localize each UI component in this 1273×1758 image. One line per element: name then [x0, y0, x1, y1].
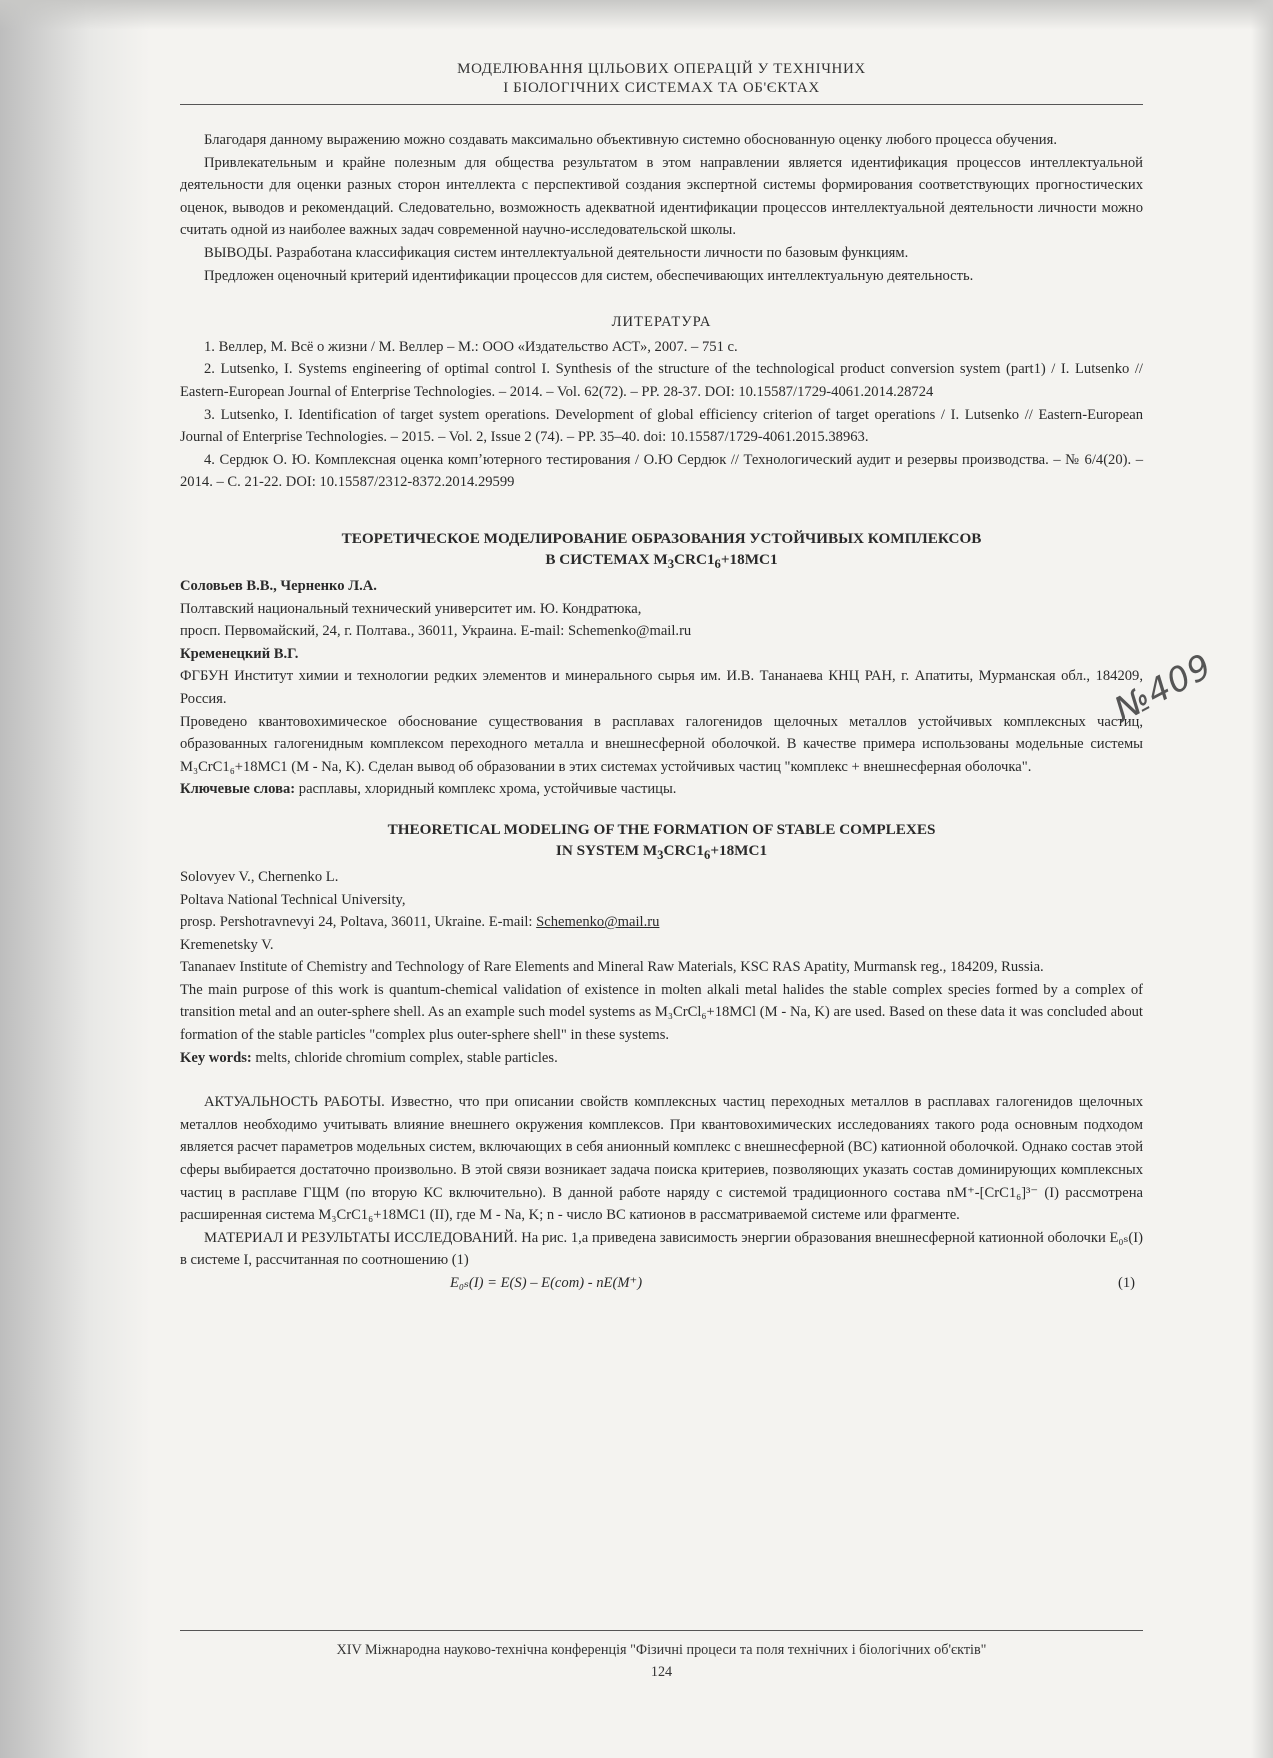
scan-shadow-left	[0, 0, 150, 1758]
abstract-ru: Проведено квантовохимическое обоснование существования в расплавах галогенидов щелочных металлов устойчивых комплексных частиц, образованных галогенидным комплексом переходного металла и внешнесферной оболочкой. В качестве примера использованы модельные системы M₃CrC1₆+18MC1 (M - Na, K). Сделан вывод об образовании в этих системах устойчивых частиц "комплекс + внешнесферная оболочка".	[180, 713, 1143, 775]
title-ru-line-2: В СИСТЕМАХ $M_3CRC1_6+18MC1$	[545, 550, 778, 571]
keywords-en-text: melts, chloride chromium complex, stable particles.	[251, 1049, 558, 1066]
article-title-en	[180, 819, 1143, 866]
handwritten-note: №409	[1108, 646, 1219, 731]
footer-conference: XIV Міжнародна науково-технічна конференція "Фізичні процеси та поля технічних і біологічних об'єктів"	[336, 1642, 987, 1658]
keywords-en	[180, 1047, 1143, 1070]
reference-list	[180, 336, 1143, 494]
author-ru-2: Кременецкий В.Г.	[180, 645, 299, 662]
page-number: 124	[650, 1664, 673, 1680]
affiliation-ru-2: ФГБУН Институт химии и технологии редких элементов и минерального сырья им. И.В. Тананаева КНЦ РАН, г. Апатиты, Мурманская обл., 184209, Россия.	[180, 668, 1143, 707]
keywords-ru-text: расплавы, хлоридный комплекс хрома, устойчивые частицы.	[295, 781, 677, 798]
address-en-1: prosp. Pershotravnevyi 24, Poltava, 36011, Ukraine. E-mail: Schemenko@mail.ru	[180, 914, 660, 931]
authors-ru: Соловьев В.В., Черненко Л.А.	[180, 577, 377, 594]
header-line-1: МОДЕЛЮВАННЯ ЦІЛЬОВИХ ОПЕРАЦІЙ У ТЕХНІЧНИХ	[457, 61, 866, 77]
keywords-ru-label: Ключевые слова:	[180, 781, 296, 798]
equation-text: E₀ₛ(I) = E(S) – E(com) - nE(M⁺)	[450, 1275, 643, 1291]
reference-item: 1. Веллер, М. Всё о жизни / М. Веллер – М.: ООО «Издательство АСТ», 2007. – 751 с.	[204, 338, 738, 355]
keywords-ru	[180, 778, 1143, 801]
address-ru-1: просп. Первомайский, 24, г. Полтава., 36011, Украина. E-mail: Schemenko@mail.ru	[180, 623, 692, 640]
running-header	[180, 60, 1143, 105]
article-title-ru	[180, 528, 1143, 575]
conclusions-paragraph: ВЫВОДЫ. Разработана классификация систем интеллектуальной деятельности личности по базовым функциям.	[204, 244, 909, 261]
scan-shadow-right	[1251, 0, 1273, 1758]
affiliation-ru-1: Полтавский национальный технический университет им. Ю. Кондратюка,	[180, 600, 642, 617]
email-link[interactable]: Schemenko@mail.ru	[536, 914, 660, 931]
scan-shadow-top	[0, 0, 1273, 30]
relevance-paragraph: АКТУАЛЬНОСТЬ РАБОТЫ. Известно, что при описании свойств комплексных частиц переходных металлов в расплавах галогенидов щелочных металлов необходимо учитывать влияние внешнего окружения комплексов. При квантовохимических исследованиях такого рода основным подходом является расчет параметров модельных систем, включающих в себя анионный комплекс с внешнесферной (ВС) катионной оболочкой. Однако состав этой сферы выбирается достаточно произвольно. В этой связи возникает задача поиска критериев, позволяющих указать состав доминирующих комплексных частиц в расплаве ГЩМ (по вторую КС включительно). В данной работе наряду с системой традиционного состава nM⁺-[CrC1₆]³⁻ (I) рассмотрена расширенная система M₃CrC1₆+18MC1 (II), где M - Na, K; n - число ВС катионов в рассматриваемой системе или фрагменте.	[180, 1094, 1143, 1224]
intro-paragraph-2: Привлекательным и крайне полезным для общества результатом в этом направлении является идентификация процессов интеллектуальной деятельности для оценки разных сторон интеллекта с перспективой создания экспертной системы формирования соответствующих прогностических оценок, выводов и рекомендаций. Следовательно, возможность адекватной идентификации процессов интеллектуальной деятельности личности можно считать одной из наиболее важных задач современной научно-исследовательской школы.	[180, 154, 1143, 239]
equation-1	[180, 1272, 1143, 1296]
reference-item: 4. Сердюк О. Ю. Комплексная оценка компʼютерного тестирования / О.Ю Сердюк // Технологический аудит и резервы производства. – № 6/4(20). – 2014. – С. 21-22. DOI: 10.15587/2312-8372.2014.29599	[180, 451, 1143, 491]
document-page	[180, 60, 1143, 1296]
header-line-2: І БІОЛОГІЧНИХ СИСТЕМАХ ТА ОБ'ЄКТАХ	[503, 80, 820, 96]
article-body	[180, 1091, 1143, 1296]
title-en-line-2: IN SYSTEM $M_3CRC1_6+18MC1$	[555, 841, 768, 862]
authors-en: Solovyev V., Chernenko L.	[180, 868, 339, 885]
equation-number: (1)	[1117, 1275, 1135, 1291]
literature-title: ЛИТЕРАТУРА	[611, 314, 712, 331]
reference-item: 2. Lutsenko, I. Systems engineering of optimal control I. Synthesis of the structure of the technological product conversion system (part1) / I. Lutsenko // Eastern-European Journal of Enterprise Technologies. – 2014. – Vol. 62(72). – PP. 28-37. DOI: 10.15587/1729-4061.2014.28724	[180, 361, 1143, 400]
author-en-2: Kremenetsky V.	[180, 936, 274, 953]
abstract-en: The main purpose of this work is quantum-chemical validation of existence in molten alkali metal halides the stable complex species formed by a complex of transition metal and an outer-sphere shell. As an example such model systems as M₃CrCl₆+18MCl (M - Na, K) are used. Based on these data it was concluded about formation of the stable particles "complex plus outer-sphere shell" in these systems.	[180, 981, 1143, 1044]
criterion-paragraph: Предложен оценочный критерий идентификации процессов для систем, обеспечивающих интеллектуальную деятельность.	[204, 267, 974, 284]
materials-paragraph: МАТЕРИАЛ И РЕЗУЛЬТАТЫ ИССЛЕДОВАНИЙ. На рис. 1,а приведена зависимость энергии образования внешнесферной катионной оболочки E₀ₛ(I) в системе I, рассчитанная по соотношению (1)	[180, 1229, 1143, 1269]
intro-paragraph-1: Благодаря данному выражению можно создавать максимально объективную системно обоснованную оценку любого процесса обучения.	[204, 132, 1057, 148]
title-en-line-1: THEORETICAL MODELING OF THE FORMATION OF STABLE COMPLEXES	[387, 820, 936, 838]
affiliation-en-1: Poltava National Technical University,	[180, 891, 406, 908]
page-footer	[180, 1630, 1143, 1683]
keywords-en-label: Key words:	[180, 1049, 252, 1066]
intro-section	[180, 129, 1143, 287]
reference-item: 3. Lutsenko, I. Identification of target system operations. Development of global efficiency criterion of target operations / I. Lutsenko // Eastern-European Journal of Enterprise Technologies. – 2015. – Vol. 2, Issue 2 (74). – PP. 35–40. doi: 10.15587/1729-4061.2015.38963.	[180, 406, 1143, 446]
affiliation-en-2: Tananaev Institute of Chemistry and Technology of Rare Elements and Mineral Raw Materials, KSC RAS Apatity, Murmansk reg., 184209, Russia.	[180, 959, 1044, 976]
title-ru-line-1: ТЕОРЕТИЧЕСКОЕ МОДЕЛИРОВАНИЕ ОБРАЗОВАНИЯ УСТОЙЧИВЫХ КОМПЛЕКСОВ	[341, 529, 982, 547]
